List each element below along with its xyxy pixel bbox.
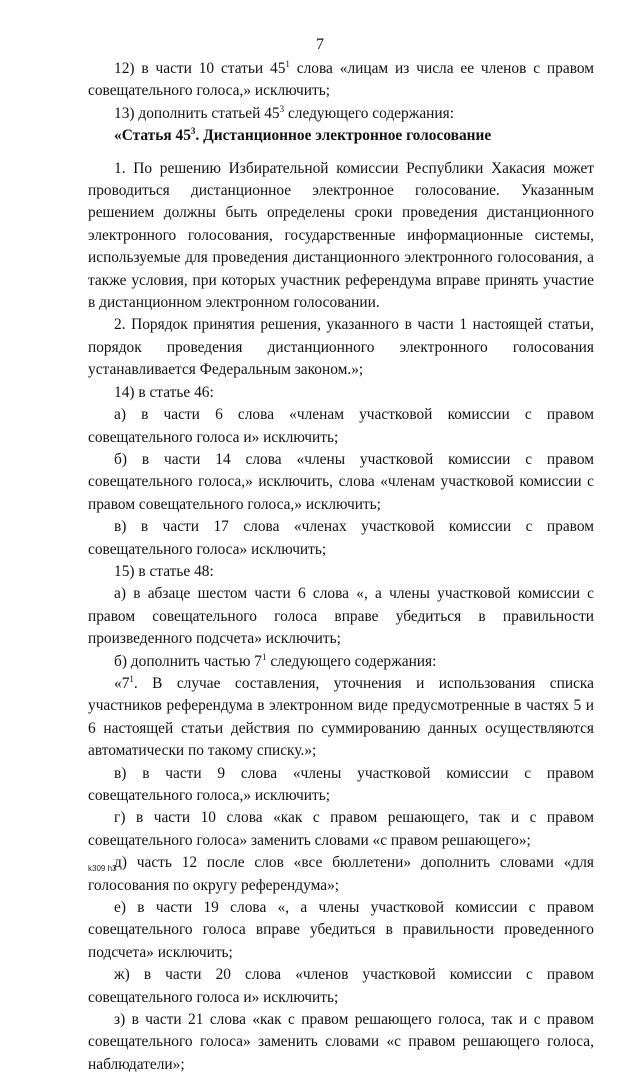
paragraph-text-continued: . Дистанционное электронное голосование bbox=[195, 127, 492, 145]
paragraph bbox=[88, 58, 594, 103]
paragraph-text: «7 bbox=[114, 674, 130, 692]
article-heading bbox=[88, 125, 594, 147]
paragraph-text-continued: . В случае составления, уточнения и использования списка участников референдума в электронном виде предусмотренные в частях 5 и 6 настоящей статьи действия по суммированию данных осуществляются автоматически по такому списку.»; bbox=[88, 674, 594, 760]
paragraph bbox=[88, 583, 594, 650]
paragraph-text: в) в части 17 слова «членах участковой комиссии с правом совещательного голоса» исключить; bbox=[88, 518, 594, 558]
paragraph-text: г) в части 10 слова «как с правом решающего, так и с правом совещательного голоса» заменить словами «с правом решающего»; bbox=[88, 809, 594, 849]
paragraph-text: 15) в статье 48: bbox=[114, 562, 214, 580]
paragraph bbox=[88, 314, 594, 381]
paragraph-text: 12) в части 10 статьи 45 bbox=[114, 60, 286, 77]
paragraph-text: а) в части 6 слова «членам участковой комиссии с правом совещательного голоса и» исключить; bbox=[88, 406, 594, 446]
paragraph bbox=[88, 561, 594, 583]
paragraph-text: «Статья 45 bbox=[114, 127, 191, 145]
superscript: 1 bbox=[262, 651, 267, 662]
paragraph-text: з) в части 21 слова «как с правом решающего голоса, так и с правом совещательного голоса» заменить словами «с правом решающего голоса, наблюдатели»; bbox=[88, 1011, 594, 1073]
paragraph bbox=[88, 103, 594, 125]
superscript: 3 bbox=[190, 126, 196, 137]
paragraph-text: ж) в части 20 слова «членов участковой комиссии с правом совещательного голоса и» исключить; bbox=[88, 966, 594, 1006]
paragraph bbox=[88, 964, 594, 1009]
paragraph bbox=[88, 897, 594, 964]
page-number: 7 bbox=[316, 36, 324, 53]
paragraph bbox=[88, 673, 594, 763]
superscript: 1 bbox=[285, 58, 290, 69]
paragraph-text: д) часть 12 после слов «все бюллетени» дополнить словами «для голосования по округу референдума»; bbox=[88, 854, 594, 894]
paragraph bbox=[88, 516, 594, 561]
paragraph-text-continued: следующего содержания: bbox=[266, 652, 437, 670]
superscript: 3 bbox=[279, 103, 285, 114]
paragraph-text: в) в части 9 слова «члены участковой комиссии с правом совещательного голоса,» исключить; bbox=[88, 764, 594, 804]
paragraph bbox=[88, 1009, 594, 1076]
paragraph bbox=[88, 763, 594, 808]
paragraph-text: 1. По решению Избирательной комиссии Республики Хакасия может проводиться дистанционное электронное голосование. Указанным решением должны быть определены сроки проведения дистанционного электронного голосования, государственные информационные системы, используемые для проведения дистанционного электронного голосования, а также условия, при которых участник референдума вправе принять участие в дистанционном электронном голосовании. bbox=[88, 159, 594, 312]
document-body bbox=[88, 58, 594, 1076]
paragraph-text-continued: слова «лицам из числа ее членов с правом совещательного голоса,» исключить; bbox=[88, 60, 595, 100]
paragraph bbox=[88, 158, 594, 315]
paragraph-text: 2. Порядок принятия решения, указанного в части 1 настоящей статьи, порядок проведения дистанционного электронного голосования устанавливается Федеральным законом.»; bbox=[88, 316, 594, 379]
footer-code: k309 h3 bbox=[88, 864, 117, 873]
paragraph bbox=[88, 852, 594, 897]
superscript: 1 bbox=[129, 673, 134, 684]
paragraph bbox=[88, 449, 594, 516]
paragraph-text: 14) в статье 46: bbox=[114, 383, 214, 401]
paragraph-text: а) в абзаце шестом части 6 слова «, а члены участковой комиссии с правом совещательного голоса вправе убедиться в правильности произведенного подсчета» исключить; bbox=[88, 585, 594, 648]
paragraph-text: б) дополнить частью 7 bbox=[114, 652, 262, 670]
paragraph bbox=[88, 807, 594, 852]
paragraph-text: б) в части 14 слова «члены участковой комиссии с правом совещательного голоса,» исключить, слова «членам участковой комиссии с правом совещательного голоса,» исключить; bbox=[88, 450, 594, 513]
paragraph bbox=[88, 382, 594, 404]
paragraph bbox=[88, 651, 594, 673]
paragraph-text: 13) дополнить статьей 45 bbox=[114, 104, 280, 122]
paragraph-text: е) в части 19 слова «, а члены участковой комиссии с правом совещательного голоса вправе убедиться в правильности проведенного подсчета» исключить; bbox=[88, 899, 594, 961]
paragraph-text-continued: следующего содержания: bbox=[284, 104, 454, 122]
paragraph bbox=[88, 404, 594, 449]
